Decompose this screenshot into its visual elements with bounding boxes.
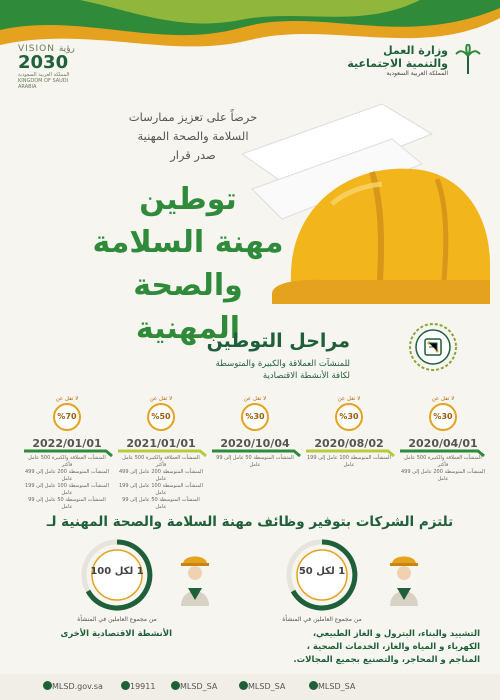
stage-2 [306,396,392,469]
ministry-country: المملكة العربية السعودية [386,70,448,77]
stage-4 [118,396,204,511]
footer [0,674,500,700]
intro-line-2: السلامة والصحة المهنية [137,129,249,143]
commitment-heading: تلتزم الشركات بتوفير وظائف مهنة السلامة والصحة المهنية لـ [46,514,454,530]
stage-4-note-2: المنشآت المتوسطة 200 عامل إلى 499 عامل [119,469,203,482]
ratio-gauge-50-label-wrap [285,538,359,612]
stage-1 [400,396,486,483]
twitter-icon [239,681,248,690]
main-title-line-3: والصحة المهنية [133,268,243,346]
stage-1-percent: %30 [429,403,457,431]
ratio-box-50 [275,538,480,665]
stage-2-date: 2020/08/02 [314,437,384,450]
ratio-100-sectors [22,628,172,641]
stage-4-notes [118,455,204,511]
vision-2030-logo [18,44,88,90]
stage-5-note-2: المنشآت المتوسطة 200 عامل إلى 499 عامل [25,469,109,482]
ministry-logo [342,44,482,77]
ratio-box-100 [22,538,227,656]
stage-5-notes [24,455,110,511]
main-title-line-2: مهنة السلامة [92,225,284,260]
stage-2-percent: %30 [335,403,363,431]
ratio-50-sector-line-2: الكهرباء و المياه والغاز، الخدمات الصحية ، [306,642,480,652]
ratio-50-sectors [275,628,480,667]
footer-twitter[interactable] [236,681,285,691]
stage-4-note-1: المنشآت العملاقة والكبيرة 500 عامل فأكثر [122,455,200,468]
stages-subtitle-line-1: للمنشآت العملاقة والكبيرة والمتوسطة [215,359,350,369]
stage-3-min-label: لا تقل عن [243,396,267,402]
stage-2-notes [306,455,392,469]
vision-label: VISION رؤية [18,44,75,54]
worker-icon [387,548,421,606]
footer-website-text: MLSD.gov.sa [52,682,103,691]
stage-1-notes [400,455,486,483]
stage-4-note-3: المنشآت المتوسطة 100 عامل إلى 199 عامل [119,483,203,496]
ministry-name-2: والتنمية الاجتماعية [347,57,448,70]
worker-icon [178,548,212,606]
footer-handle-3: MLSD_SA [318,682,356,691]
footer-handle-2: MLSD_SA [248,682,286,691]
stage-4-note-4: المنشآت المتوسطة 50 عامل إلى 99 عامل [122,497,200,510]
ratio-50-value: 1 لكل 50 [298,566,346,577]
stage-2-note-1: المنشآت المتوسطة 100 عامل إلى 199 عامل [307,455,391,468]
snapchat-icon [309,681,318,690]
intro-text [98,108,288,165]
timeline [16,396,486,510]
stage-4-date: 2021/01/01 [126,437,196,450]
stage-3-date: 2020/10/04 [220,437,290,450]
ratio-100-sector-line-1: الأنشطة الاقتصادية الأخرى [60,629,172,639]
stage-3-notes [212,455,298,469]
ministry-name-1: وزارة العمل [383,44,448,57]
stage-1-note-1: المنشآت العملاقة والكبيرة 500 عامل فأكثر [404,455,482,468]
intro-line-1: حرصاً على تعزيز ممارسات [128,110,258,124]
vision-year: 2030 [18,52,69,73]
stage-1-min-label: لا تقل عن [431,396,455,402]
ratio-100-caption: من مجموع العاملين في المنشأة [77,616,157,623]
stage-5-percent: %70 [53,403,81,431]
stage-5-min-label: لا تقل عن [55,396,79,402]
stage-5 [24,396,110,511]
stage-3-note-1: المنشآت المتوسطة 50 عامل إلى 99 عامل [216,455,294,468]
footer-handle-1: MLSD_SA [180,682,218,691]
stages-subtitle-line-2: لكافة الأنشطة الاقتصادية [262,371,350,381]
ratio-50-sector-line-1: التشييد والبناء، البترول و الغاز الطبيعي، [312,629,480,639]
stage-1-date: 2020/04/01 [408,437,478,450]
main-title [88,178,288,350]
ratio-50-caption: من مجموع العاملين في المنشأة [282,616,362,623]
phone-icon [121,681,130,690]
footer-website[interactable] [40,681,103,691]
footer-phone[interactable] [118,681,155,691]
stage-4-percent: %50 [147,403,175,431]
ratio-100-value: 1 لكل 100 [90,566,144,577]
stage-5-date: 2022/01/01 [32,437,102,450]
stage-5-note-3: المنشآت المتوسطة 100 عامل إلى 199 عامل [25,483,109,496]
main-title-line-1: توطين [139,182,237,217]
stage-2-min-label: لا تقل عن [337,396,361,402]
instagram-icon [171,681,180,690]
stage-5-note-4: المنشآت المتوسطة 50 عامل إلى 99 عامل [28,497,106,510]
ratio-gauge-100-label-wrap [80,538,154,612]
vision-country: المملكة العربية السعودية KINGDOM OF SAUDI ARABIA [18,72,70,90]
globe-icon [43,681,52,690]
footer-phone-text: 19911 [130,682,156,691]
stage-3 [212,396,298,469]
intro-line-3: صدر قرار [170,148,216,162]
footer-instagram[interactable] [168,681,217,691]
stages-title: مراحل التوطين [206,330,350,352]
footer-snapchat[interactable] [306,681,355,691]
stage-3-percent: %30 [241,403,269,431]
circuit-badge-icon [408,322,458,372]
ratio-50-sector-line-3: المناجم و المحاجر، والتصنيع بجميع المجالات. [293,655,480,665]
palm-icon [454,44,482,74]
stage-5-note-1: المنشآت العملاقة والكبيرة 500 عامل فأكثر [28,455,106,468]
stage-4-min-label: لا تقل عن [149,396,173,402]
stage-1-note-2: المنشآت المتوسطة 200 عامل إلى 499 عامل [401,469,485,482]
stages-subtitle [180,358,350,382]
